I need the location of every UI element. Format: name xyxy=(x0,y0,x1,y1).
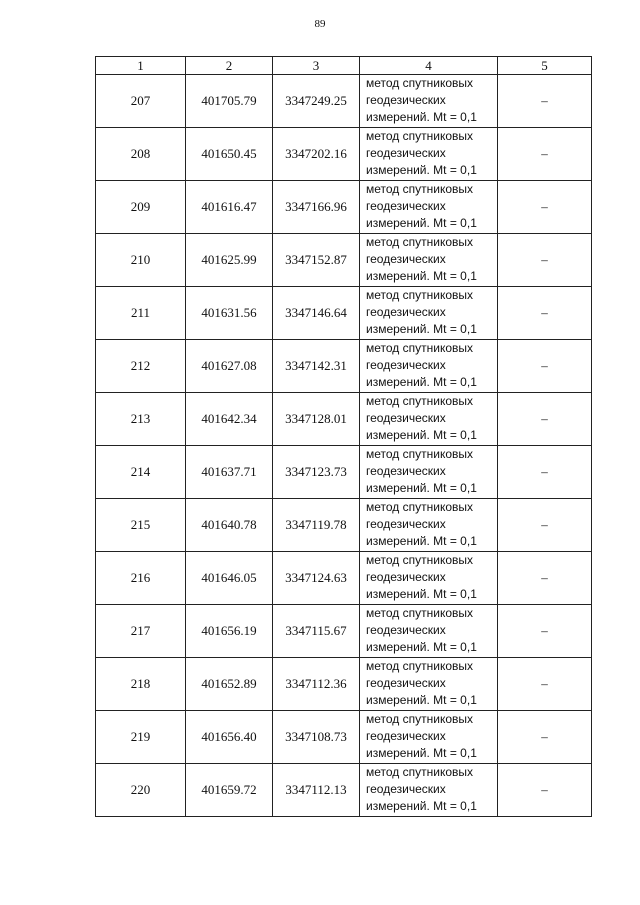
method-line: метод спутниковых xyxy=(366,341,474,355)
header-row xyxy=(96,57,592,75)
method-cell xyxy=(360,340,498,393)
point-number-cell: 211 xyxy=(96,287,186,340)
point-number-cell: 208 xyxy=(96,128,186,181)
method-line: геодезических xyxy=(366,252,446,266)
method-cell xyxy=(360,287,498,340)
method-line: метод спутниковых xyxy=(366,394,474,408)
method-line: геодезических xyxy=(366,623,446,637)
column-header-1: 1 xyxy=(96,57,186,75)
note-cell: – xyxy=(498,393,592,446)
method-line: геодезических xyxy=(366,358,446,372)
x-coordinate-cell: 401646.05 xyxy=(186,552,273,605)
x-coordinate-cell: 401642.34 xyxy=(186,393,273,446)
x-coordinate-cell: 401656.40 xyxy=(186,711,273,764)
x-coordinate-cell: 401705.79 xyxy=(186,75,273,128)
method-line: геодезических xyxy=(366,729,446,743)
point-number-cell: 214 xyxy=(96,446,186,499)
table-header xyxy=(96,57,592,75)
table-row xyxy=(96,499,592,552)
method-line: геодезических xyxy=(366,517,446,531)
point-number-cell: 209 xyxy=(96,181,186,234)
x-coordinate-cell: 401650.45 xyxy=(186,128,273,181)
note-cell: – xyxy=(498,446,592,499)
method-line: метод спутниковых xyxy=(366,447,474,461)
y-coordinate-cell: 3347128.01 xyxy=(273,393,360,446)
column-header-3: 3 xyxy=(273,57,360,75)
method-line: метод спутниковых xyxy=(366,500,474,514)
note-cell: – xyxy=(498,287,592,340)
y-coordinate-cell: 3347142.31 xyxy=(273,340,360,393)
y-coordinate-cell: 3347115.67 xyxy=(273,605,360,658)
table-row xyxy=(96,711,592,764)
method-line: измерений. Mt = 0,1 xyxy=(366,693,477,707)
method-line: измерений. Mt = 0,1 xyxy=(366,799,477,813)
table-row xyxy=(96,764,592,817)
y-coordinate-cell: 3347124.63 xyxy=(273,552,360,605)
method-cell xyxy=(360,499,498,552)
point-number-cell: 219 xyxy=(96,711,186,764)
method-line: измерений. Mt = 0,1 xyxy=(366,216,477,230)
table-row xyxy=(96,446,592,499)
method-line: геодезических xyxy=(366,782,446,796)
page-number: 89 xyxy=(314,18,326,30)
method-line: геодезических xyxy=(366,464,446,478)
method-line: измерений. Mt = 0,1 xyxy=(366,163,477,177)
table-row xyxy=(96,605,592,658)
method-line: измерений. Mt = 0,1 xyxy=(366,481,477,495)
method-line: геодезических xyxy=(366,199,446,213)
note-cell: – xyxy=(498,128,592,181)
method-cell xyxy=(360,764,498,817)
y-coordinate-cell: 3347202.16 xyxy=(273,128,360,181)
method-line: метод спутниковых xyxy=(366,553,474,567)
method-cell xyxy=(360,552,498,605)
method-line: измерений. Mt = 0,1 xyxy=(366,746,477,760)
y-coordinate-cell: 3347112.13 xyxy=(273,764,360,817)
y-coordinate-cell: 3347123.73 xyxy=(273,446,360,499)
table-row xyxy=(96,340,592,393)
x-coordinate-cell: 401652.89 xyxy=(186,658,273,711)
method-cell xyxy=(360,658,498,711)
method-cell xyxy=(360,393,498,446)
coordinates-table xyxy=(95,56,592,817)
method-line: измерений. Mt = 0,1 xyxy=(366,375,477,389)
method-line: измерений. Mt = 0,1 xyxy=(366,110,477,124)
method-line: геодезических xyxy=(366,411,446,425)
x-coordinate-cell: 401631.56 xyxy=(186,287,273,340)
method-line: измерений. Mt = 0,1 xyxy=(366,534,477,548)
x-coordinate-cell: 401640.78 xyxy=(186,499,273,552)
method-line: измерений. Mt = 0,1 xyxy=(366,587,477,601)
y-coordinate-cell: 3347119.78 xyxy=(273,499,360,552)
method-line: геодезических xyxy=(366,146,446,160)
table-body xyxy=(96,75,592,817)
y-coordinate-cell: 3347166.96 xyxy=(273,181,360,234)
note-cell: – xyxy=(498,75,592,128)
method-line: метод спутниковых xyxy=(366,76,474,90)
table-row xyxy=(96,75,592,128)
y-coordinate-cell: 3347152.87 xyxy=(273,234,360,287)
method-line: метод спутниковых xyxy=(366,129,474,143)
method-line: измерений. Mt = 0,1 xyxy=(366,322,477,336)
point-number-cell: 220 xyxy=(96,764,186,817)
table-row xyxy=(96,658,592,711)
column-header-4: 4 xyxy=(360,57,498,75)
method-line: метод спутниковых xyxy=(366,765,474,779)
method-cell xyxy=(360,128,498,181)
note-cell: – xyxy=(498,499,592,552)
note-cell: – xyxy=(498,658,592,711)
note-cell: – xyxy=(498,234,592,287)
method-line: метод спутниковых xyxy=(366,235,474,249)
method-cell xyxy=(360,75,498,128)
table-row xyxy=(96,287,592,340)
method-line: метод спутниковых xyxy=(366,712,474,726)
method-cell xyxy=(360,446,498,499)
table-row xyxy=(96,128,592,181)
x-coordinate-cell: 401656.19 xyxy=(186,605,273,658)
y-coordinate-cell: 3347108.73 xyxy=(273,711,360,764)
note-cell: – xyxy=(498,181,592,234)
method-line: метод спутниковых xyxy=(366,182,474,196)
x-coordinate-cell: 401627.08 xyxy=(186,340,273,393)
method-line: геодезических xyxy=(366,305,446,319)
point-number-cell: 210 xyxy=(96,234,186,287)
point-number-cell: 217 xyxy=(96,605,186,658)
note-cell: – xyxy=(498,711,592,764)
table-row xyxy=(96,552,592,605)
method-line: измерений. Mt = 0,1 xyxy=(366,640,477,654)
method-line: измерений. Mt = 0,1 xyxy=(366,428,477,442)
point-number-cell: 207 xyxy=(96,75,186,128)
x-coordinate-cell: 401637.71 xyxy=(186,446,273,499)
method-line: измерений. Mt = 0,1 xyxy=(366,269,477,283)
method-cell xyxy=(360,605,498,658)
x-coordinate-cell: 401625.99 xyxy=(186,234,273,287)
method-line: метод спутниковых xyxy=(366,288,474,302)
column-header-2: 2 xyxy=(186,57,273,75)
y-coordinate-cell: 3347146.64 xyxy=(273,287,360,340)
note-cell: – xyxy=(498,764,592,817)
table-row xyxy=(96,181,592,234)
method-line: метод спутниковых xyxy=(366,606,474,620)
note-cell: – xyxy=(498,340,592,393)
method-line: геодезических xyxy=(366,93,446,107)
note-cell: – xyxy=(498,605,592,658)
table-row xyxy=(96,234,592,287)
point-number-cell: 212 xyxy=(96,340,186,393)
method-cell xyxy=(360,234,498,287)
method-line: геодезических xyxy=(366,676,446,690)
point-number-cell: 213 xyxy=(96,393,186,446)
point-number-cell: 215 xyxy=(96,499,186,552)
method-cell xyxy=(360,181,498,234)
method-line: метод спутниковых xyxy=(366,659,474,673)
x-coordinate-cell: 401659.72 xyxy=(186,764,273,817)
method-cell xyxy=(360,711,498,764)
y-coordinate-cell: 3347112.36 xyxy=(273,658,360,711)
method-line: геодезических xyxy=(366,570,446,584)
table-row xyxy=(96,393,592,446)
y-coordinate-cell: 3347249.25 xyxy=(273,75,360,128)
column-header-5: 5 xyxy=(498,57,592,75)
note-cell: – xyxy=(498,552,592,605)
x-coordinate-cell: 401616.47 xyxy=(186,181,273,234)
point-number-cell: 218 xyxy=(96,658,186,711)
point-number-cell: 216 xyxy=(96,552,186,605)
